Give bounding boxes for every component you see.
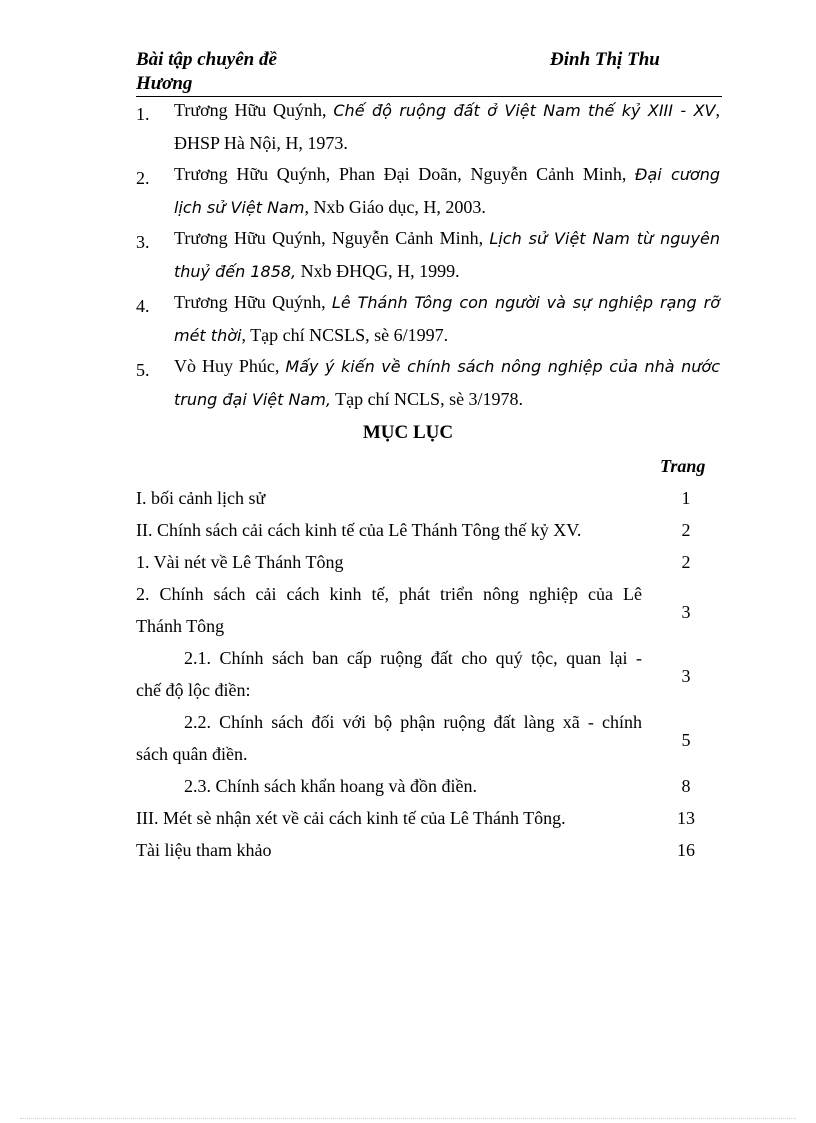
toc-entry	[136, 770, 722, 802]
toc-entry-page: 13	[677, 808, 695, 828]
toc-entry-page: 2	[681, 552, 691, 572]
toc-entry-text: III. Mét sè nhận xét về cải cách kinh tế của Lê Thánh Tông.	[136, 808, 566, 828]
reference-title: Đại cương	[635, 165, 720, 184]
toc-entry-page: 3	[681, 666, 691, 686]
toc-entry-page: 1	[681, 488, 691, 508]
toc-entry	[136, 514, 722, 546]
toc-entry-line: 2.2. Chính sách đối với bộ phận ruộng đất làng xã - chính	[184, 712, 642, 732]
toc-title: MỤC LỤC	[362, 422, 454, 443]
toc-entry-line: Thánh Tông	[136, 616, 225, 636]
reference-item	[136, 286, 720, 350]
toc-entry-page: 16	[677, 840, 695, 860]
toc-entry-text	[136, 642, 642, 706]
toc-entry-line: chế độ lộc điền:	[136, 680, 251, 700]
reference-item	[136, 222, 720, 286]
reference-title-cont: trung đại Việt Nam,	[174, 390, 331, 409]
reference-number: 5.	[136, 360, 150, 380]
header-title: Bài tập chuyên đề	[136, 49, 277, 70]
toc-entry-text	[136, 706, 642, 770]
reference-author: Vò Huy Phúc,	[174, 356, 286, 376]
toc-entry	[136, 546, 722, 578]
reference-item	[136, 94, 720, 158]
toc-entry	[136, 578, 722, 642]
reference-author: Trương Hữu Quýnh, Nguyễn Cảnh Minh,	[174, 228, 490, 248]
page-header	[136, 48, 722, 98]
toc-entry	[136, 706, 722, 770]
toc-entry-line: 2.1. Chính sách ban cấp ruộng đất cho quý tộc, quan lại -	[184, 648, 642, 668]
reference-text	[174, 222, 720, 288]
toc-entry-page: 5	[681, 730, 691, 750]
reference-text	[174, 286, 720, 352]
reference-text	[174, 158, 720, 224]
reference-author: Trương Hữu Quýnh, Phan Đại Doãn, Nguyễn Cảnh Minh,	[174, 164, 636, 184]
reference-publisher: , Tạp chí NCSLS, sè 6/1997.	[241, 325, 449, 345]
reference-author: Trương Hữu Quýnh,	[174, 292, 332, 312]
reference-title: Mấy ý kiến về chính sách nông nghiệp của nhà nước	[285, 357, 720, 376]
toc-entry-text	[136, 578, 642, 642]
toc-entry-text: II. Chính sách cải cách kinh tế của Lê Thánh Tông thế kỷ XV.	[136, 520, 582, 540]
reference-title-cont: thuỷ đến 1858,	[174, 262, 297, 281]
reference-number: 2.	[136, 168, 150, 188]
toc-entry	[136, 802, 722, 834]
toc-entry-text: 2.3. Chính sách khẩn hoang và đồn điền.	[184, 776, 477, 796]
toc-entry-page: 8	[681, 776, 691, 796]
reference-publisher: ĐHSP Hà Nội, H, 1973.	[174, 133, 348, 153]
reference-title: Lê Thánh Tông con người và sự nghiệp rạng rỡ	[331, 293, 720, 312]
reference-title: Lịch sử Việt Nam từ nguyên	[489, 229, 721, 248]
toc-entry-text: I. bối cảnh lịch sử	[136, 488, 266, 508]
header-author: Đinh Thị Thu	[550, 49, 660, 70]
toc-entry-line: sách quân điền.	[136, 744, 248, 764]
toc-entry-page: 3	[681, 602, 691, 622]
page-bottom-border	[20, 1118, 796, 1119]
header-author-continuation: Hương	[136, 73, 193, 94]
references-list	[136, 94, 720, 414]
reference-title-cont: lịch sử Việt Nam	[174, 198, 305, 217]
toc-entry	[136, 834, 722, 866]
reference-publisher: Tạp chí NCLS, sè 3/1978.	[330, 389, 524, 409]
reference-number: 4.	[136, 296, 150, 316]
toc-entry-text: 1. Vài nét về Lê Thánh Tông	[136, 552, 344, 572]
reference-text	[174, 94, 720, 160]
toc-entry-page: 2	[681, 520, 691, 540]
reference-publisher: , Nxb Giáo dục, H, 2003.	[304, 197, 486, 217]
reference-text	[174, 350, 720, 416]
reference-number: 1.	[136, 104, 150, 124]
reference-item	[136, 158, 720, 222]
toc-page-header: Trang	[660, 456, 706, 476]
toc-entry-text: Tài liệu tham khảo	[136, 840, 272, 860]
reference-title: Chế độ ruộng đất ở Việt Nam thế kỷ XIII - XV	[333, 101, 716, 120]
reference-punct: ,	[715, 100, 721, 120]
reference-publisher: Nxb ĐHQG, H, 1999.	[296, 261, 460, 281]
reference-title-cont: mét thời	[174, 326, 242, 345]
reference-item	[136, 350, 720, 414]
reference-number: 3.	[136, 232, 150, 252]
reference-author: Trương Hữu Quýnh,	[174, 100, 334, 120]
toc-entry	[136, 482, 722, 514]
toc-entry-line: 2. Chính sách cải cách kinh tế, phát triển nông nghiệp của Lê	[136, 584, 642, 604]
toc-entry	[136, 642, 722, 706]
table-of-contents	[136, 482, 722, 866]
